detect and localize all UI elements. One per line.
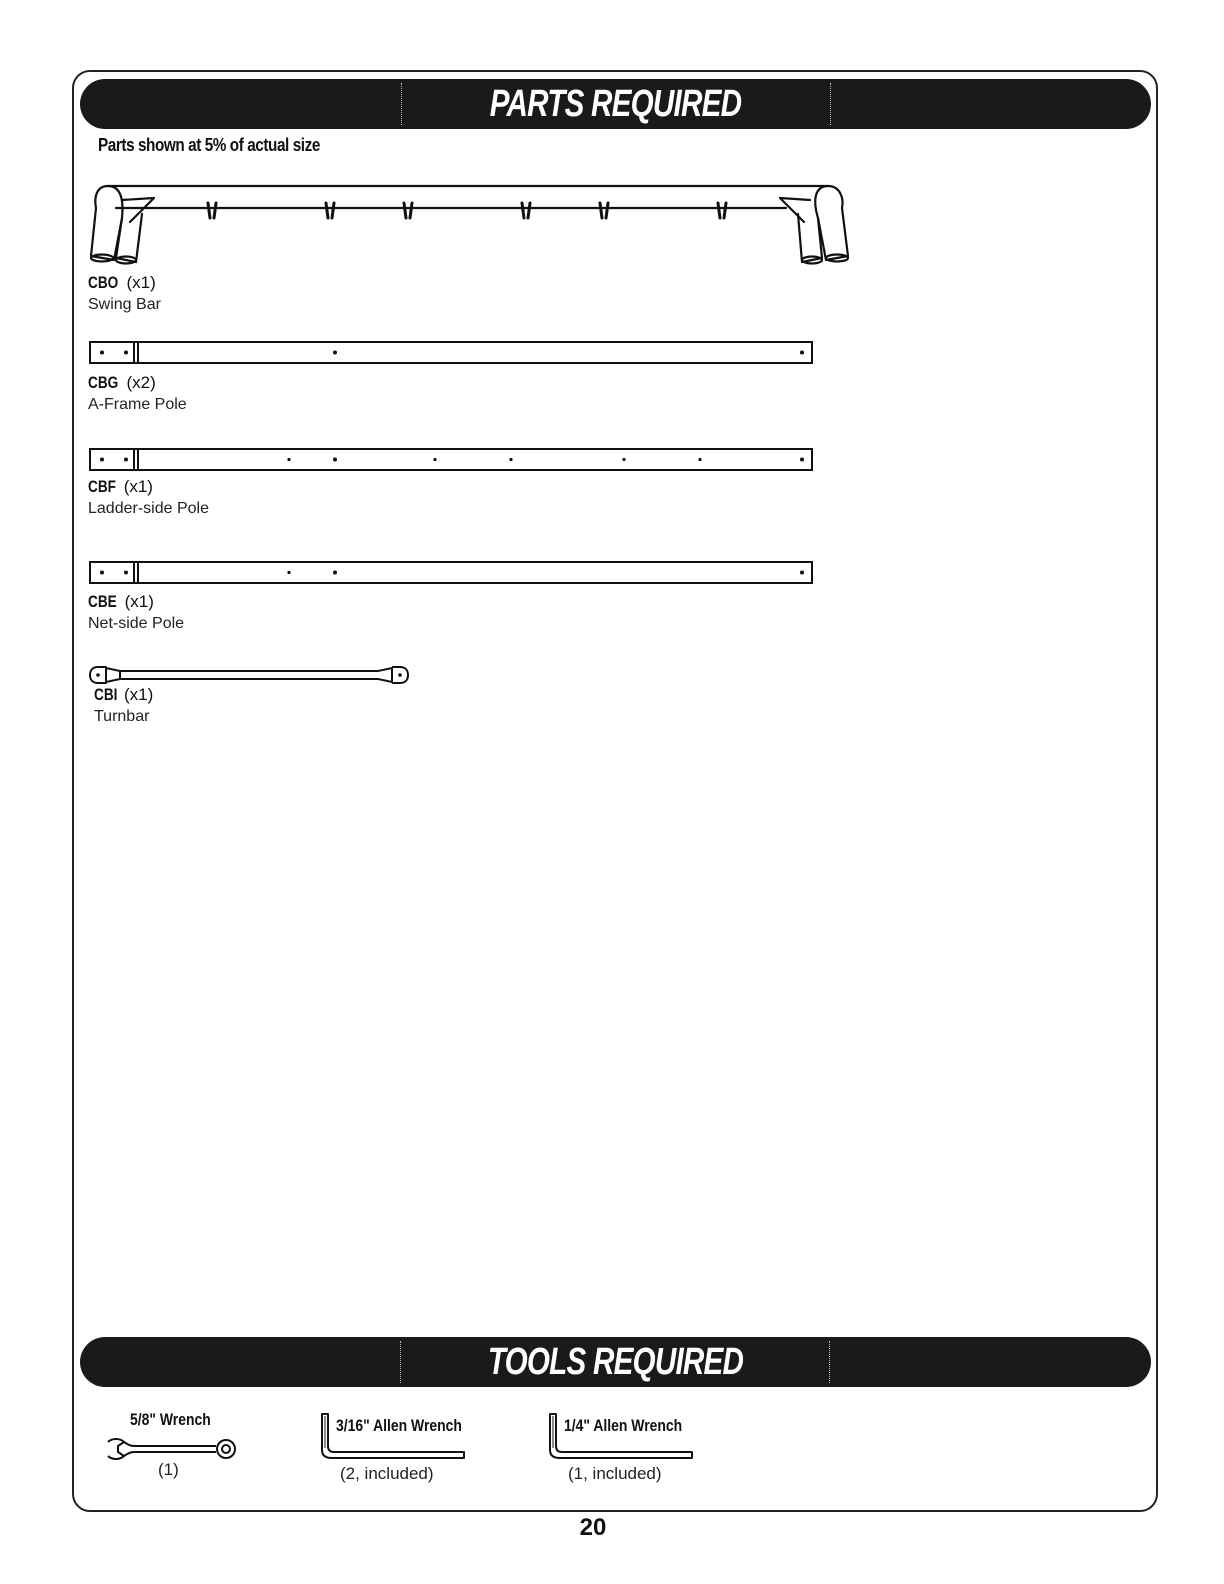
part-name-net-side-pole: Net-side Pole <box>88 615 185 632</box>
banner-divider <box>829 1341 830 1383</box>
part-name-ladder-side-pole: Ladder-side Pole <box>88 500 209 517</box>
tools-required-title: TOOLS REQUIRED <box>487 1341 744 1383</box>
wrench-icon <box>104 1436 240 1462</box>
ladder-side-pole-drawing <box>88 447 816 473</box>
part-name-turnbar: Turnbar <box>94 708 150 725</box>
part-quantity: (x1) <box>123 477 153 496</box>
part-code-cbo <box>88 272 156 294</box>
tool-name-allen-wrench-3-16: 3/16" Allen Wrench <box>336 1416 462 1435</box>
page-number: 20 <box>579 1514 607 1541</box>
part-quantity: (x2) <box>126 373 156 392</box>
banner-divider <box>830 83 831 125</box>
page-frame <box>72 70 1158 1512</box>
parts-scale-note: Parts shown at 5% of actual size <box>98 135 320 155</box>
part-name-swing-bar: Swing Bar <box>88 296 161 313</box>
part-code-cbi <box>94 684 153 706</box>
tool-name-allen-wrench-1-4: 1/4" Allen Wrench <box>564 1416 683 1435</box>
a-frame-pole-drawing <box>88 340 816 366</box>
parts-required-banner <box>80 79 1151 129</box>
tool-qty-allen-wrench-3-16: (2, included) <box>340 1464 434 1483</box>
part-code-cbg <box>88 372 156 394</box>
tool-qty-wrench: (1) <box>158 1460 179 1479</box>
tool-name-wrench: 5/8" Wrench <box>130 1410 211 1429</box>
swing-bar-drawing <box>86 178 856 268</box>
part-code: CBI <box>94 685 118 704</box>
parts-required-title: PARTS REQUIRED <box>489 83 742 125</box>
part-code: CBO <box>88 273 119 292</box>
part-code-cbf <box>88 476 153 498</box>
part-code: CBE <box>88 592 117 611</box>
tools-required-banner <box>80 1337 1151 1387</box>
net-side-pole-drawing <box>88 560 816 586</box>
part-code: CBG <box>88 373 119 392</box>
part-quantity: (x1) <box>126 273 156 292</box>
part-code: CBF <box>88 477 116 496</box>
part-quantity: (x1) <box>124 592 154 611</box>
part-code-cbe <box>88 591 154 613</box>
part-name-a-frame-pole: A-Frame Pole <box>88 396 187 413</box>
tool-qty-allen-wrench-1-4: (1, included) <box>568 1464 662 1483</box>
part-quantity: (x1) <box>124 685 154 704</box>
